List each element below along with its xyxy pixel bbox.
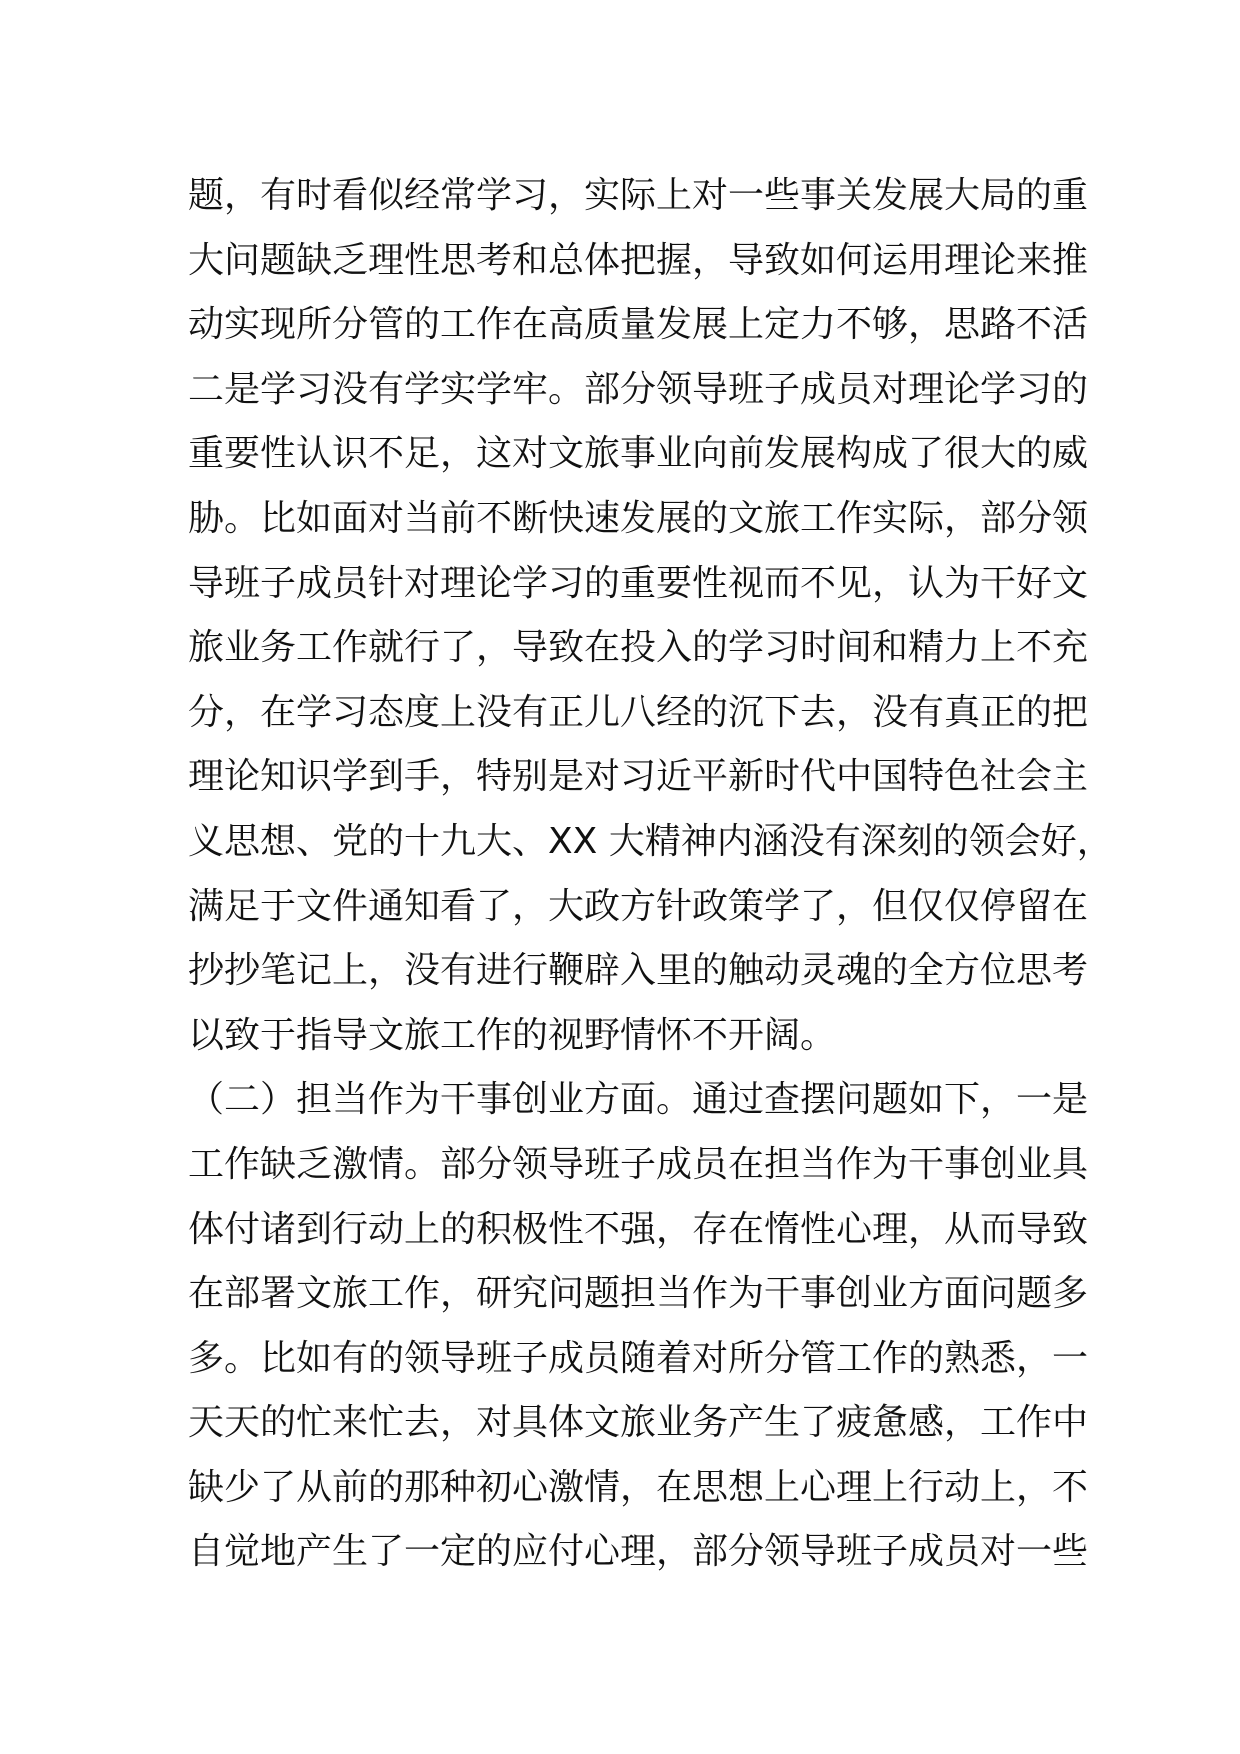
text-line: 重要性认识不足，这对文旅事业向前发展构成了很大的威 bbox=[188, 433, 1089, 475]
text-line: 天天的忙来忙去，对具体文旅业务产生了疲惫感，工作中 bbox=[188, 1402, 1089, 1444]
text-line: 分，在学习态度上没有正儿八经的沉下去，没有真正的把 bbox=[188, 691, 1089, 733]
text-line: 动实现所分管的工作在高质量发展上定力不够，思路不活 bbox=[188, 304, 1089, 346]
text-line: 体付诸到行动上的积极性不强，存在惰性心理，从而导致 bbox=[188, 1208, 1089, 1250]
text-line: 缺少了从前的那种初心激情，在思想上心理上行动上，不 bbox=[188, 1466, 1089, 1508]
text-line: 旅业务工作就行了，导致在投入的学习时间和精力上不充 bbox=[188, 627, 1089, 669]
text-line: 以致于指导文旅工作的视野情怀不开阔。 bbox=[188, 1014, 837, 1056]
text-line: 理论知识学到手，特别是对习近平新时代中国特色社会主 bbox=[188, 756, 1089, 798]
section-heading-line: （二）担当作为干事创业方面。通过查摆问题如下，一是 bbox=[188, 1079, 1089, 1121]
text-line: 多。比如有的领导班子成员随着对所分管工作的熟悉，一 bbox=[188, 1337, 1089, 1379]
text-line: 导班子成员针对理论学习的重要性视而不见，认为干好文 bbox=[188, 562, 1089, 604]
text-line: 胁。比如面对当前不断快速发展的文旅工作实际，部分领 bbox=[188, 497, 1089, 539]
text-line: 在部署文旅工作，研究问题担当作为干事创业方面问题多 bbox=[188, 1273, 1089, 1315]
text-line: 抄抄笔记上，没有进行鞭辟入里的触动灵魂的全方位思考 bbox=[188, 950, 1089, 992]
text-line: 自觉地产生了一定的应付心理，部分领导班子成员对一些 bbox=[188, 1531, 1089, 1573]
text-line: 满足于文件通知看了，大政方针政策学了，但仅仅停留在 bbox=[188, 885, 1089, 927]
text-line: 义思想、党的十九大、XX 大精神内涵没有深刻的领会好， bbox=[188, 820, 1113, 862]
text-line: 二是学习没有学实学牢。部分领导班子成员对理论学习的 bbox=[188, 368, 1089, 410]
body-text bbox=[188, 164, 1113, 1585]
text-line: 工作缺乏激情。部分领导班子成员在担当作为干事创业具 bbox=[188, 1143, 1089, 1185]
text-line: 题，有时看似经常学习，实际上对一些事关发展大局的重 bbox=[188, 175, 1089, 216]
text-line: 大问题缺乏理性思考和总体把握，导致如何运用理论来推 bbox=[188, 239, 1089, 281]
